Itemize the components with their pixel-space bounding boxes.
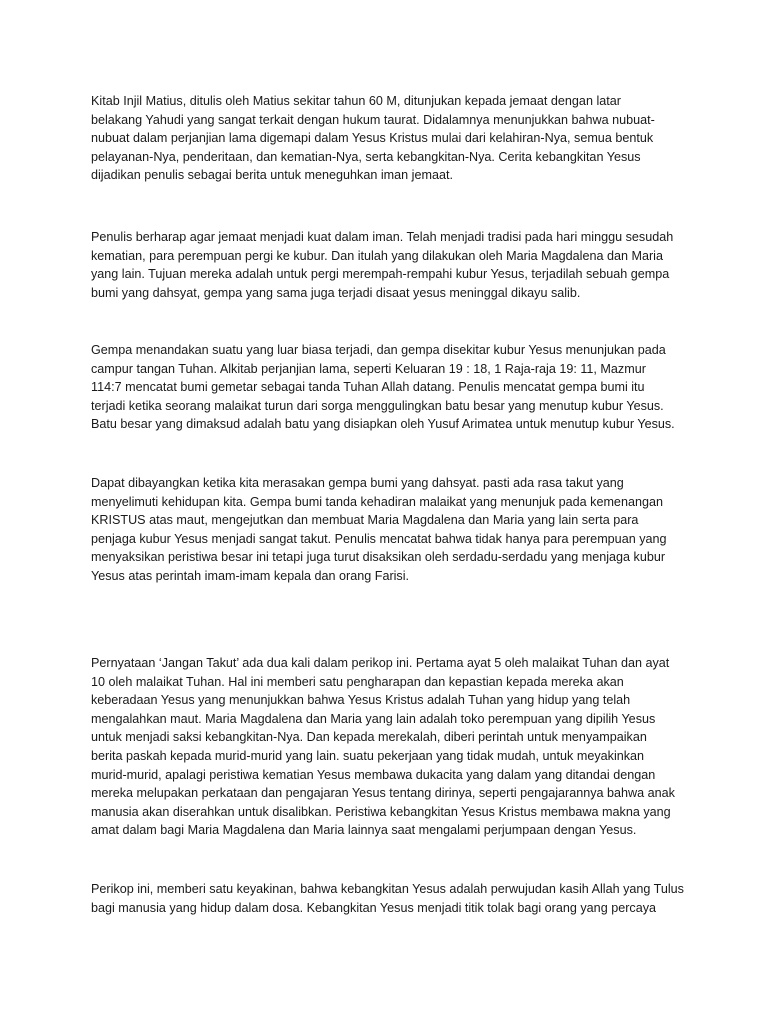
paragraph-line: berita paskah kepada murid-murid yang lain. suatu pekerjaan yang tidak mudah, untuk meyakinkan: [91, 748, 645, 763]
paragraph-line: manusia akan diserahkan untuk disalibkan. Peristiwa kebangkitan Yesus Kristus membawa makna yang: [91, 804, 671, 819]
paragraph-line: yang lain. Tujuan mereka adalah untuk pergi merempah-rempahi kubur Yesus, terjadilah sebuah gempa: [91, 267, 670, 282]
paragraph-line: Gempa menandakan suatu yang luar biasa terjadi, dan gempa disekitar kubur Yesus menunjukan pada: [91, 343, 666, 357]
paragraph-line: KRISTUS atas maut, mengejutkan dan membuat Maria Magdalena dan Maria yang lain serta para: [91, 513, 639, 528]
document-page: [91, 0, 691, 1024]
paragraph-3: [91, 341, 691, 434]
paragraph-line: penjaga kubur Yesus menjadi sangat takut. Penulis mencatat bahwa tidak hanya para perempuan yang: [91, 531, 667, 546]
paragraph-line: campur tangan Tuhan. Alkitab perjanjian lama, seperti Keluaran 19 : 18, 1 Raja-raja 19: 11, Mazmur: [91, 361, 646, 376]
paragraph-line: kematian, para perempuan pergi ke kubur. Dan itulah yang dilakukan oleh Maria Magdalena dan Maria: [91, 248, 663, 263]
paragraph-line: mereka melupakan perkataan dan pengajaran Yesus tentang dirinya, seperti pengajarannya bahwa anak: [91, 786, 675, 801]
paragraph-line: bagi manusia yang hidup dalam dosa. Kebangkitan Yesus menjadi titik tolak bagi orang yang percaya: [91, 900, 656, 915]
paragraph-line: keberadaan Yesus yang menunjukkan bahwa Yesus Kristus adalah Tuhan yang hidup yang telah: [91, 693, 631, 708]
paragraph-line: belakang Yahudi yang sangat terkait dengan hukum taurat. Didalamnya menunjukkan bahwa nubuat-: [91, 112, 655, 127]
paragraph-line: untuk menjadi saksi kebangkitan-Nya. Dan kepada merekalah, diberi perintah untuk menyampaikan: [91, 730, 647, 745]
paragraph-line: terjadi ketika seorang malaikat turun dari sorga menggulingkan batu besar yang menutup kubur Yesus.: [91, 398, 664, 413]
paragraph-line: dijadikan penulis sebagai berita untuk meneguhkan iman jemaat.: [91, 168, 453, 183]
paragraph-line: bumi yang dahsyat, gempa yang sama juga terjadi disaat yesus meninggal dikayu salib.: [91, 285, 581, 300]
paragraph-line: nubuat dalam perjanjian lama digemapi dalam Yesus Kristus mulai dari kelahiran-Nya, semua bentuk: [91, 131, 654, 146]
paragraph-6: [91, 880, 691, 917]
paragraph-1: [91, 92, 691, 185]
paragraph-line: Batu besar yang dimaksud adalah batu yang disiapkan oleh Yusuf Arimatea untuk menutup kubur Yesus.: [91, 417, 675, 432]
paragraph-line: Kitab Injil Matius, ditulis oleh Matius sekitar tahun 60 M, ditunjukan kepada jemaat dengan latar: [91, 94, 621, 108]
paragraph-line: 114:7 mencatat bumi gemetar sebagai tanda Tuhan Allah datang. Penulis mencatat gempa bumi itu: [91, 380, 645, 395]
paragraph-line: Perikop ini, memberi satu keyakinan, bahwa kebangkitan Yesus adalah perwujudan kasih Allah yang Tulus: [91, 882, 684, 896]
paragraph-line: Pernyataan ‘Jangan Takut’ ada dua kali dalam perikop ini. Pertama ayat 5 oleh malaikat Tuhan dan ayat: [91, 656, 670, 670]
paragraph-2: [91, 228, 691, 302]
paragraph-4: [91, 474, 691, 586]
paragraph-line: pelayanan-Nya, penderitaan, dan kematian-Nya, serta kebangkitan-Nya. Cerita kebangkitan Yesus: [91, 149, 641, 164]
paragraph-line: Penulis berharap agar jemaat menjadi kuat dalam iman. Telah menjadi tradisi pada hari minggu sesudah: [91, 230, 674, 244]
paragraph-line: mengalahkan maut. Maria Magdalena dan Maria yang lain adalah toko perempuan yang dipilih Yesus: [91, 711, 656, 726]
paragraph-5: [91, 654, 691, 840]
paragraph-line: 10 oleh malaikat Tuhan. Hal ini memberi satu pengharapan dan kepastian kepada mereka akan: [91, 674, 624, 689]
paragraph-line: menyaksikan peristiwa besar ini tetapi juga turut disaksikan oleh serdadu-serdadu yang menjaga kubur: [91, 550, 666, 565]
paragraph-line: Dapat dibayangkan ketika kita merasakan gempa bumi yang dahsyat. pasti ada rasa takut yang: [91, 476, 624, 490]
paragraph-line: murid-murid, apalagi peristiwa kematian Yesus membawa dukacita yang dalam yang ditandai dengan: [91, 767, 656, 782]
paragraph-line: Yesus atas perintah imam-imam kepala dan orang Farisi.: [91, 568, 410, 583]
paragraph-line: menyelimuti kehidupan kita. Gempa bumi tanda kehadiran malaikat yang menunjuk pada kemenangan: [91, 494, 663, 509]
paragraph-line: amat dalam bagi Maria Magdalena dan Maria lainnya saat mengalami perjumpaan dengan Yesus.: [91, 823, 637, 838]
